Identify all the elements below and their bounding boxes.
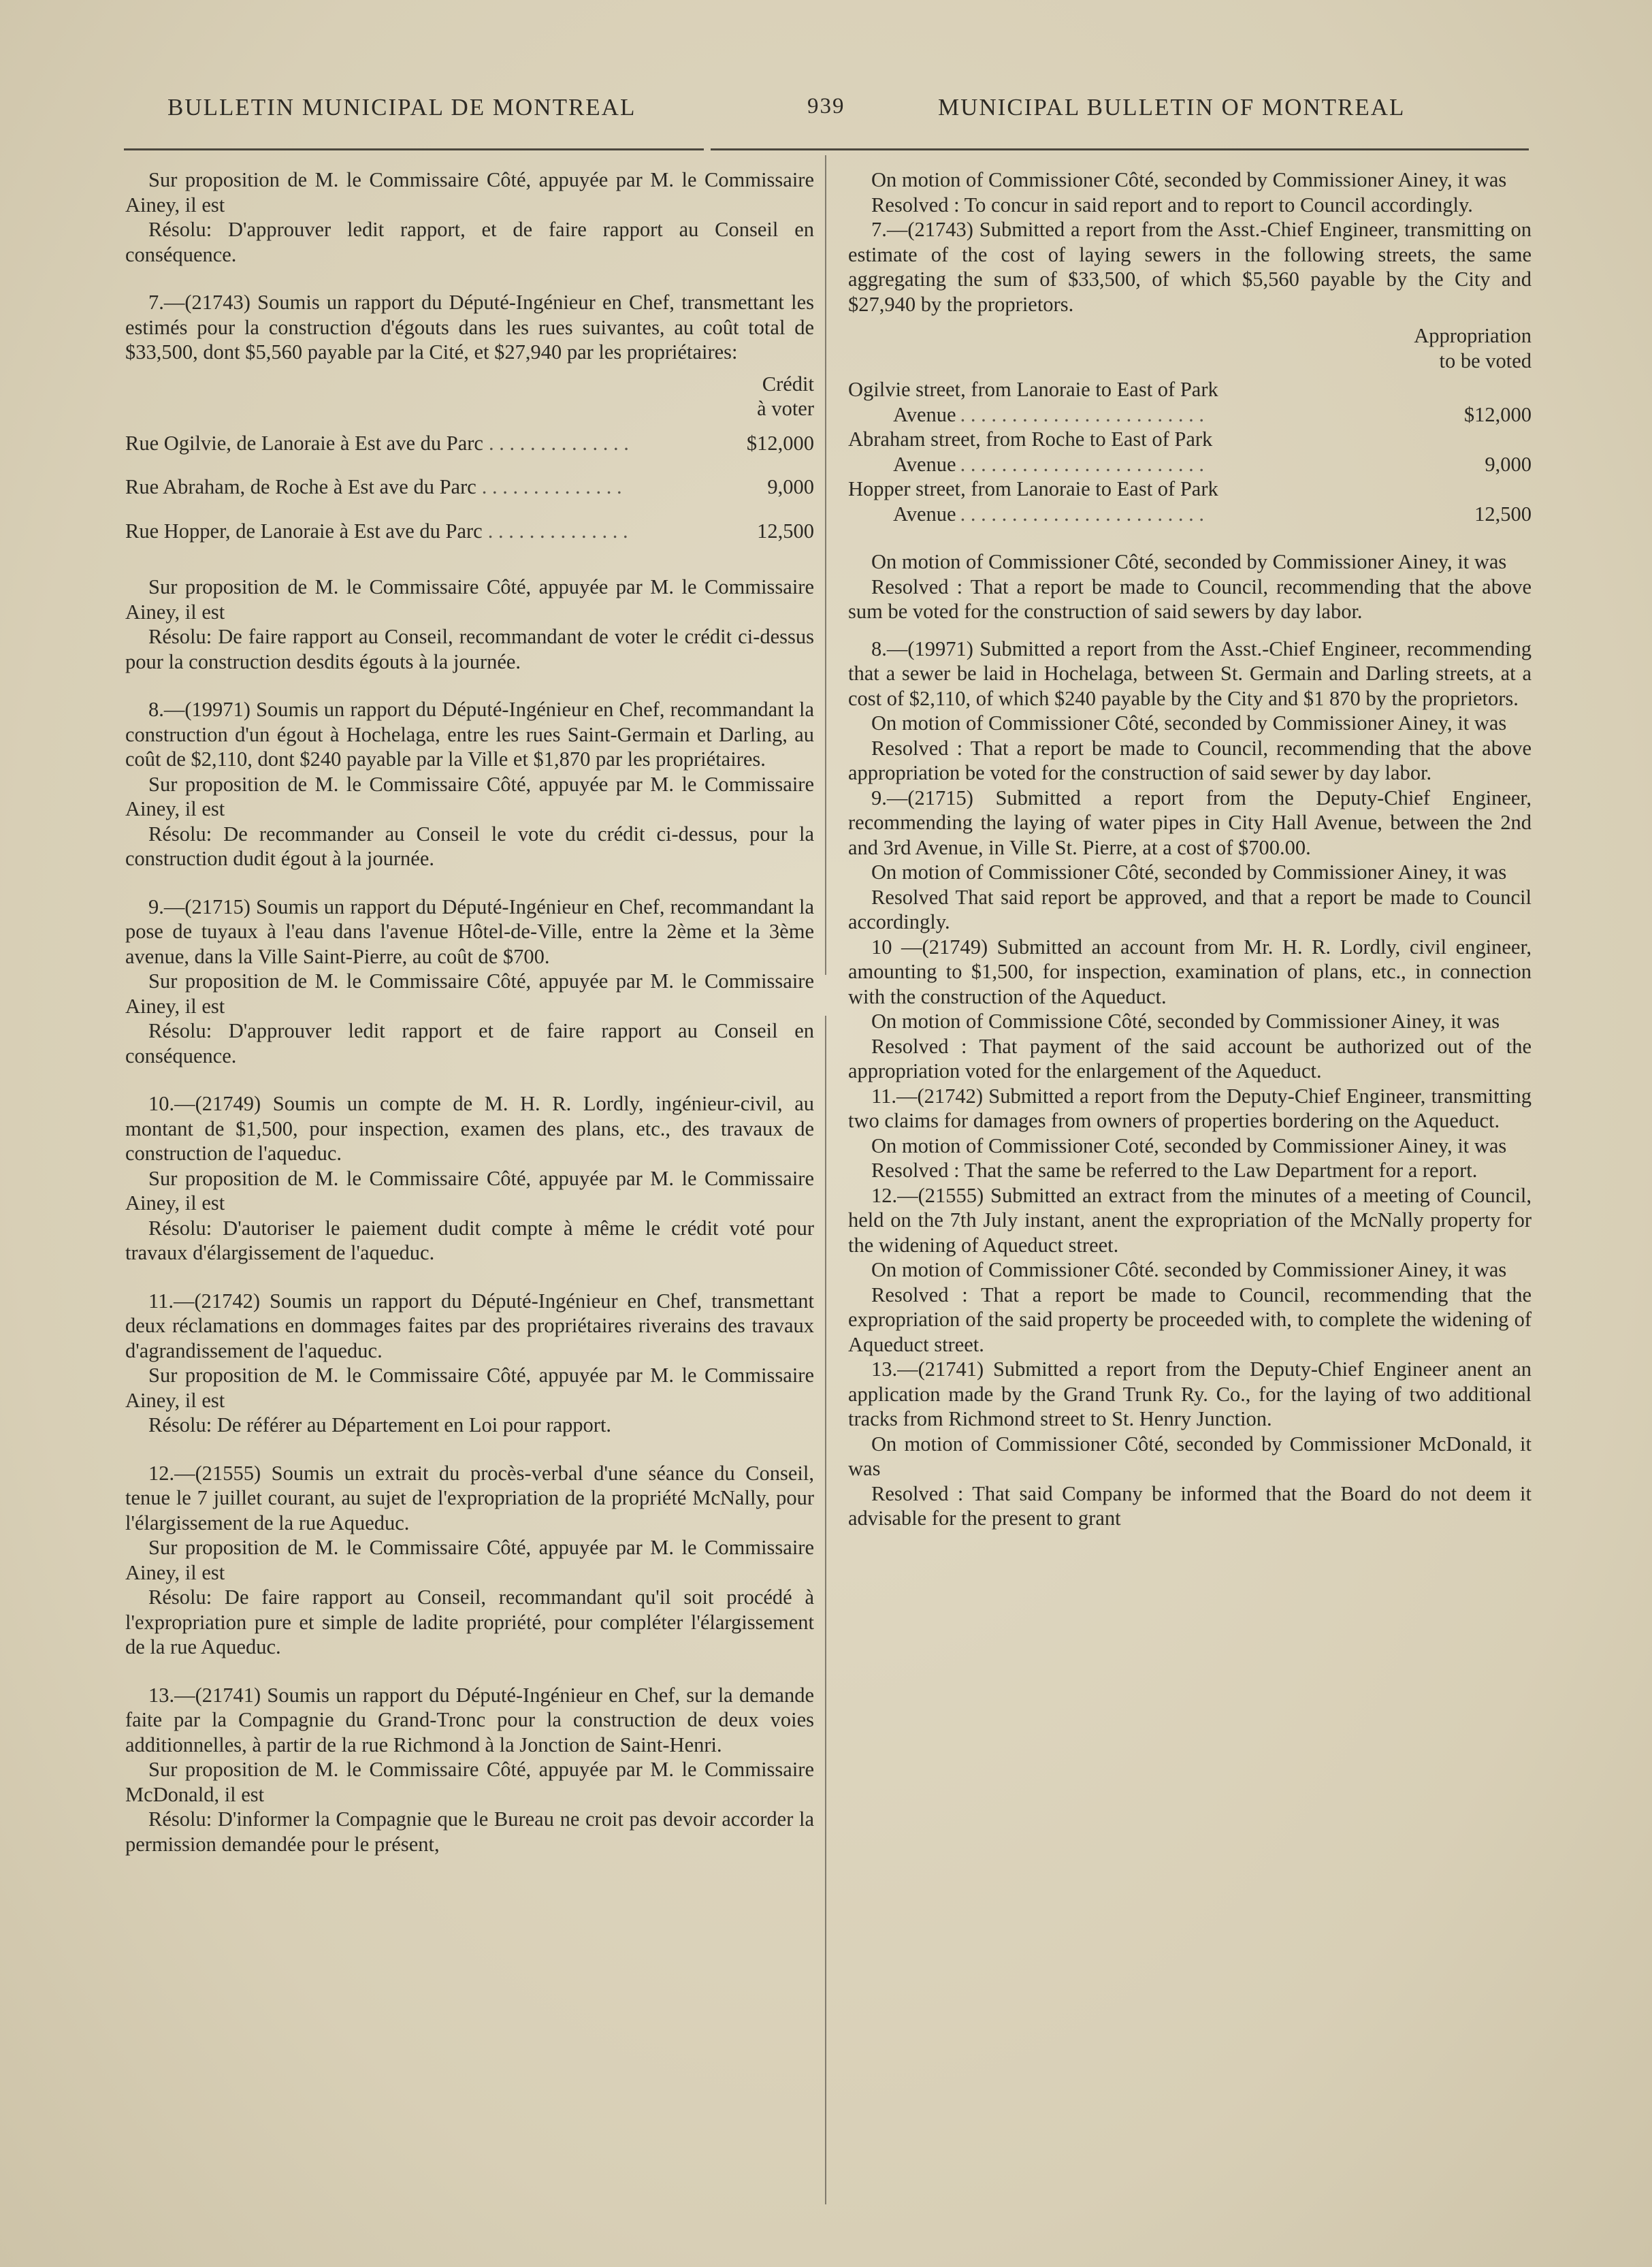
paragraph: 12.—(21555) Soumis un extrait du procès-verbal d'une séance du Conseil, tenue le 7 juillet courant, au sujet de l'expropriation de la propriété McNally, pour l'élargissement de la rue Aqueduc. xyxy=(125,1461,814,1534)
paragraph: 11.—(21742) Submitted a report from the Deputy-Chief Engineer, transmitting two claims for damages from owners of properties bordering on the Aqueduct. xyxy=(848,1084,1532,1132)
paragraph: 13.—(21741) Submitted a report from the Deputy-Chief Engineer anent an application made by the Grand Trunk Ry. Co., for the laying of two additional tracks from Richmond street to St. Henry Junction. xyxy=(848,1357,1532,1430)
paragraph: Sur proposition de M. le Commissaire Côté, appuyée par M. le Commissaire Ainey, il est xyxy=(125,575,814,624)
street-row: Ogilvie street, from Lanoraie to East of Park Avenue . . . . . . . . . . . . . . . . . . . . . . . . $12,000 xyxy=(848,378,1532,426)
paragraph: Sur proposition de M. le Commissaire Côté, appuyée par M. le Commissaire Ainey, il est xyxy=(125,1166,814,1215)
paragraph: 8.—(19971) Submitted a report from the Asst.-Chief Engineer, recommending that a sewer be laid in Hochelaga, between St. Germain and Darling streets, at a cost of $2,110, of which $240 payable by the City and $1 870 by the proprietors. xyxy=(848,637,1532,710)
paragraph: Sur proposition de M. le Commissaire Côté, appuyée par M. le Commissaire Ainey, il est xyxy=(125,168,814,216)
paragraph: Resolved : That a report be made to Council, recommending that the above appropriation be voted for the construction of said sewer by day labor. xyxy=(848,736,1532,784)
paragraph: Résolu: De recommander au Conseil le vote du crédit ci-dessus, pour la construction dudit égout à la journée. xyxy=(125,822,814,870)
english-column xyxy=(848,167,1532,1531)
column-divider xyxy=(825,155,826,2204)
paragraph: Resolved : That a report be made to Council, recommending that the expropriation of the said property be proceeded with, to complete the widening of Aqueduct street. xyxy=(848,1283,1532,1356)
paragraph: 12.—(21555) Submitted an extract from the minutes of a meeting of Council, held on the 7th July instant, anent the expropriation of the McNally property for the widening of Aqueduct street. xyxy=(848,1183,1532,1257)
paragraph: Resolved : That the same be referred to the Law Department for a report. xyxy=(871,1159,1478,1182)
header-rule-right xyxy=(711,148,1529,150)
french-column xyxy=(125,167,814,1856)
paragraph: Resolved : That a report be made to Council, recommending that the above sum be voted for the construction of said sewers by day labor. xyxy=(848,575,1532,623)
street-row: Rue Ogilvie, de Lanoraie à Est ave du Parc . . . . . . . . . . . . . . $12,000 xyxy=(125,431,814,455)
paragraph: On motion of Commissioner Côté, seconded by Commissioner McDonald, it was xyxy=(848,1432,1532,1480)
paragraph: Sur proposition de M. le Commissaire Côté, appuyée par M. le Commissaire Ainey, il est xyxy=(125,969,814,1018)
paragraph: On motion of Commissione Côté, seconded by Commissioner Ainey, it was xyxy=(871,1010,1500,1033)
paragraph: Résolu: De faire rapport au Conseil, recommandant de voter le crédit ci-dessus pour la construction desdits égouts à la journée. xyxy=(125,625,814,673)
paragraph: 7.—(21743) Soumis un rapport du Député-Ingénieur en Chef, transmettant les estimés pour la construction d'égouts dans les rues suivantes, au coût total de $33,500, dont $5,560 payable par la Cité, et $27,940 par les propriétaires: xyxy=(125,291,814,364)
header-english-title: MUNICIPAL BULLETIN OF MONTREAL xyxy=(938,94,1406,120)
paragraph: 8.—(19971) Soumis un rapport du Député-Ingénieur en Chef, recommandant la construction d'un égout à Hochelaga, entre les rues Saint-Germain et Darling, au coût de $2,110, dont $240 payable par la Ville et $1,870 par les propriétaires. xyxy=(125,698,814,771)
paragraph: Sur proposition de M. le Commissaire Côté, appuyée par M. le Commissaire McDonald, il est xyxy=(125,1758,814,1806)
header-french-title: BULLETIN MUNICIPAL DE MONTREAL xyxy=(167,94,636,120)
paragraph: Resolved That said report be approved, and that a report be made to Council accordingly. xyxy=(848,885,1532,933)
header-rule-left xyxy=(124,148,704,150)
paragraph: Resolved : To concur in said report and to report to Council accordingly. xyxy=(871,193,1473,216)
street-row: Abraham street, from Roche to East of Park Avenue . . . . . . . . . . . . . . . . . . . . . . . . 9,000 xyxy=(848,428,1532,476)
paragraph: Résolu: D'autoriser le paiement dudit compte à même le crédit voté pour travaux d'élargissement de l'aqueduc. xyxy=(125,1216,814,1264)
paragraph: Résolu: De référer au Département en Loi pour rapport. xyxy=(148,1413,612,1436)
paragraph: Résolu: D'approuver ledit rapport, et de faire rapport au Conseil en conséquence. xyxy=(125,218,814,266)
appropriation-heading: Appropriation to be voted xyxy=(1414,324,1532,372)
paragraph: Resolved : That said Company be informed that the Board do not deem it advisable for the present to grant xyxy=(848,1481,1532,1530)
paragraph: On motion of Commissioner Côté, seconded by Commissioner Ainey, it was xyxy=(871,550,1507,573)
street-row: Rue Hopper, de Lanoraie à Est ave du Parc . . . . . . . . . . . . . . 12,500 xyxy=(125,519,814,543)
paragraph: 13.—(21741) Soumis un rapport du Député-Ingénieur en Chef, sur la demande faite par la Compagnie du Grand-Tronc pour la construction de deux voies additionnelles, à partir de la rue Richmond à la Jonction de Saint-Henri. xyxy=(125,1683,814,1756)
paragraph: 9.—(21715) Submitted a report from the Deputy-Chief Engineer, recommending the laying of water pipes in City Hall Avenue, between the 2nd and 3rd Avenue, in Ville St. Pierre, at a cost of $700.00. xyxy=(848,786,1532,859)
credit-heading: Crédit à voter xyxy=(757,372,814,420)
paragraph: 9.—(21715) Soumis un rapport du Député-Ingénieur en Chef, recommandant la pose de tuyaux à l'eau dans l'avenue Hôtel-de-Ville, entre la 2ème et la 3ème avenue, dans la Ville Saint-Pierre, au coût de $700. xyxy=(125,895,814,968)
street-row: Rue Abraham, de Roche à Est ave du Parc . . . . . . . . . . . . . . 9,000 xyxy=(125,475,814,498)
paragraph: On motion of Commissioner Coté, seconded by Commissioner Ainey, it was xyxy=(871,1134,1507,1157)
paragraph: 7.—(21743) Submitted a report from the Asst.-Chief Engineer, transmitting on estimate of the cost of laying sewers in the following streets, the same aggregating the sum of $33,500, of which $5,560 payable by the City and $27,940 by the proprietors. xyxy=(848,218,1532,316)
paragraph: On motion of Commissioner Côté, seconded by Commissioner Ainey, it was xyxy=(871,861,1507,884)
paragraph: Résolu: De faire rapport au Conseil, recommandant qu'il soit procédé à l'expropriation pure et simple de ladite propriété, pour compléter l'élargissement de la rue Aqueduc. xyxy=(125,1586,814,1658)
paragraph: 11.—(21742) Soumis un rapport du Député-Ingénieur en Chef, transmettant deux réclamations en dommages faites par des propriétaires riverains des travaux d'agrandissement de l'aqueduc. xyxy=(125,1289,814,1362)
paragraph: 10 —(21749) Submitted an account from Mr. H. R. Lordly, civil engineer, amounting to $1,500, for inspection, examination of plans, etc., in connection with the construction of the Aqueduct. xyxy=(848,935,1532,1008)
paragraph: Résolu: D'approuver ledit rapport et de faire rapport au Conseil en conséquence. xyxy=(125,1019,814,1067)
page-number: 939 xyxy=(807,94,845,118)
paragraph: Sur proposition de M. le Commissaire Côté, appuyée par M. le Commissaire Ainey, il est xyxy=(125,772,814,820)
paragraph: On motion of Commissioner Côté, seconded by Commissioner Ainey, it was xyxy=(871,711,1507,735)
paragraph: On motion of Commissioner Côté. seconded by Commissioner Ainey, it was xyxy=(871,1258,1507,1281)
running-head xyxy=(0,94,1652,128)
paragraph: Résolu: D'informer la Compagnie que le Bureau ne croit pas devoir accorder la permission demandée pour le présent, xyxy=(125,1807,814,1856)
paragraph: Sur proposition de M. le Commissaire Côté, appuyée par M. le Commissaire Ainey, il est xyxy=(125,1364,814,1412)
paragraph: Sur proposition de M. le Commissaire Côté, appuyée par M. le Commissaire Ainey, il est xyxy=(125,1536,814,1584)
paragraph: 10.—(21749) Soumis un compte de M. H. R. Lordly, ingénieur-civil, au montant de $1,500, pour inspection, examen des plans, etc., des travaux de construction de l'aqueduc. xyxy=(125,1092,814,1165)
street-row: Hopper street, from Lanoraie to East of Park Avenue . . . . . . . . . . . . . . . . . . . . . . . . 12,500 xyxy=(848,477,1532,526)
paragraph: On motion of Commissioner Côté, seconded by Commissioner Ainey, it was xyxy=(871,168,1507,191)
paragraph: Resolved : That payment of the said account be authorized out of the appropriation voted for the enlargement of the Aqueduct. xyxy=(848,1034,1532,1082)
